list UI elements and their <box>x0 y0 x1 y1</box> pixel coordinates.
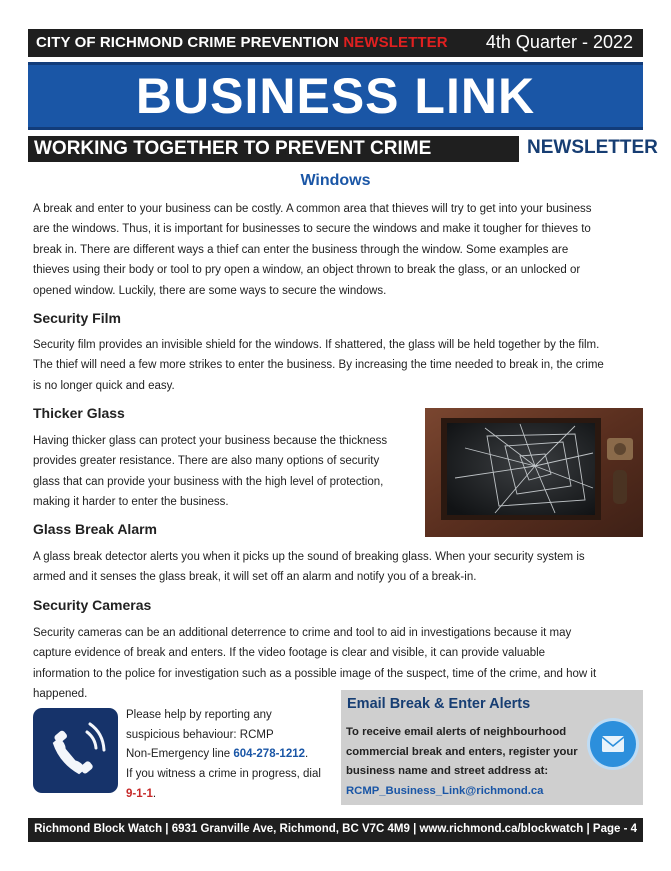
report-line-3 <box>126 745 338 765</box>
punctuation: . <box>305 748 309 761</box>
security-film-paragraph <box>33 335 604 396</box>
email-icon <box>590 721 636 767</box>
intro-paragraph <box>33 199 591 301</box>
punctuation: . <box>152 787 157 800</box>
alert-line-3: business name and street address at: <box>346 765 549 777</box>
masthead-banner <box>28 62 643 130</box>
email-alerts-title: Email Break & Enter Alerts <box>347 696 531 712</box>
newsletter-label: NEWSLETTER <box>527 137 658 158</box>
text-line: armed and it senses the glass break, it will set off an alarm and notify you of a break-in. <box>33 571 477 584</box>
tagline: WORKING TOGETHER TO PREVENT CRIME <box>34 138 432 159</box>
text-line: Security cameras can be an additional deterrence to crime and tool to aid in investigations because it may <box>33 627 572 639</box>
top-bar <box>28 29 643 57</box>
report-line-2: suspicious behaviour: RCMP <box>126 728 274 741</box>
text-line: glass that can provide your business with the high level of protection, <box>33 475 384 488</box>
text-line: thieves using their body or tool to pry open a window, an object thrown to break the glass, or an unlocked or <box>33 264 581 277</box>
phone-icon <box>33 708 118 793</box>
text-line: provides greater resistance. There are also many options of security <box>33 455 380 468</box>
emergency-number-link[interactable]: 9-1-1 <box>126 787 153 800</box>
report-line-5 <box>126 785 338 805</box>
broken-window-illustration <box>425 408 643 537</box>
text-line: A glass break detector alerts you when it picks up the sound of breaking glass. When your security system is <box>33 551 585 563</box>
text-line: The thief will need a few more strikes to enter the business. By increasing the time needed to break in, the crime <box>33 359 604 372</box>
broken-window-photo <box>425 408 643 537</box>
report-line-4: If you witness a crime in progress, dial <box>126 768 321 781</box>
text-line: capture evidence of break and enters. If the video footage is clear and visible, it can provide valuable <box>33 647 546 660</box>
text-line: information to the police for investigation such as a possible image of the suspect, time of the crime, and how it <box>33 667 597 680</box>
alert-line-2: commercial break and enters, register your <box>346 745 578 758</box>
tagline-bar <box>28 136 519 162</box>
text-line: Having thicker glass can protect your business because the thickness <box>33 435 388 447</box>
text-line: opened window. Luckily, there are some ways to secure the windows. <box>33 284 387 297</box>
report-line-1: Please help by reporting any <box>126 709 272 721</box>
thicker-glass-paragraph <box>33 431 387 513</box>
text-line: break in. There are different ways a thief can enter the business through the window. Some examples are <box>33 243 569 256</box>
footer-text: Richmond Block Watch | 6931 Granville Ave, Richmond, BC V7C 4M9 | www.richmond.ca/blockwatch | Page - 4 <box>34 823 637 835</box>
series-title-accent: NEWSLETTER <box>343 34 448 51</box>
glass-break-alarm-paragraph <box>33 547 585 588</box>
text-line: is no longer quick and easy. <box>33 379 175 392</box>
text-line: Security film provides an invisible shield for the windows. If shattered, the glass will be held together by the film. <box>33 339 600 351</box>
section-title-security-film: Security Film <box>33 310 121 326</box>
alert-line-1: To receive email alerts of neighbourhood <box>346 726 567 738</box>
text-line: A break and enter to your business can be costly. A common area that thieves will try to get into your business <box>33 203 592 215</box>
text-line: happened. <box>33 688 88 701</box>
section-title-thicker-glass: Thicker Glass <box>33 405 125 421</box>
email-alerts-text <box>346 723 591 801</box>
masthead-title: BUSINESS LINK <box>135 68 536 124</box>
report-info <box>126 706 338 805</box>
non-emergency-phone-link[interactable]: 604-278-1212 <box>233 748 306 761</box>
issue-quarter: 4th Quarter - 2022 <box>485 32 633 52</box>
article-heading: Windows <box>300 172 371 189</box>
newsletter-series-title <box>36 34 448 51</box>
section-title-security-cameras: Security Cameras <box>33 597 152 613</box>
envelope-icon <box>590 721 636 767</box>
series-title-prefix: CITY OF RICHMOND CRIME PREVENTION <box>36 34 340 51</box>
text-line: are the windows. Thus, it is important for businesses to secure the windows and make it tougher for thieves to <box>33 223 591 236</box>
non-emergency-label: Non-Emergency line <box>126 748 234 761</box>
section-title-glass-break-alarm: Glass Break Alarm <box>33 521 157 537</box>
phone-icon-box <box>33 708 118 793</box>
text-line: making it harder to enter the business. <box>33 496 229 509</box>
footer-bar <box>28 818 643 842</box>
registration-email-link[interactable]: RCMP_Business_Link@richmond.ca <box>346 784 544 797</box>
